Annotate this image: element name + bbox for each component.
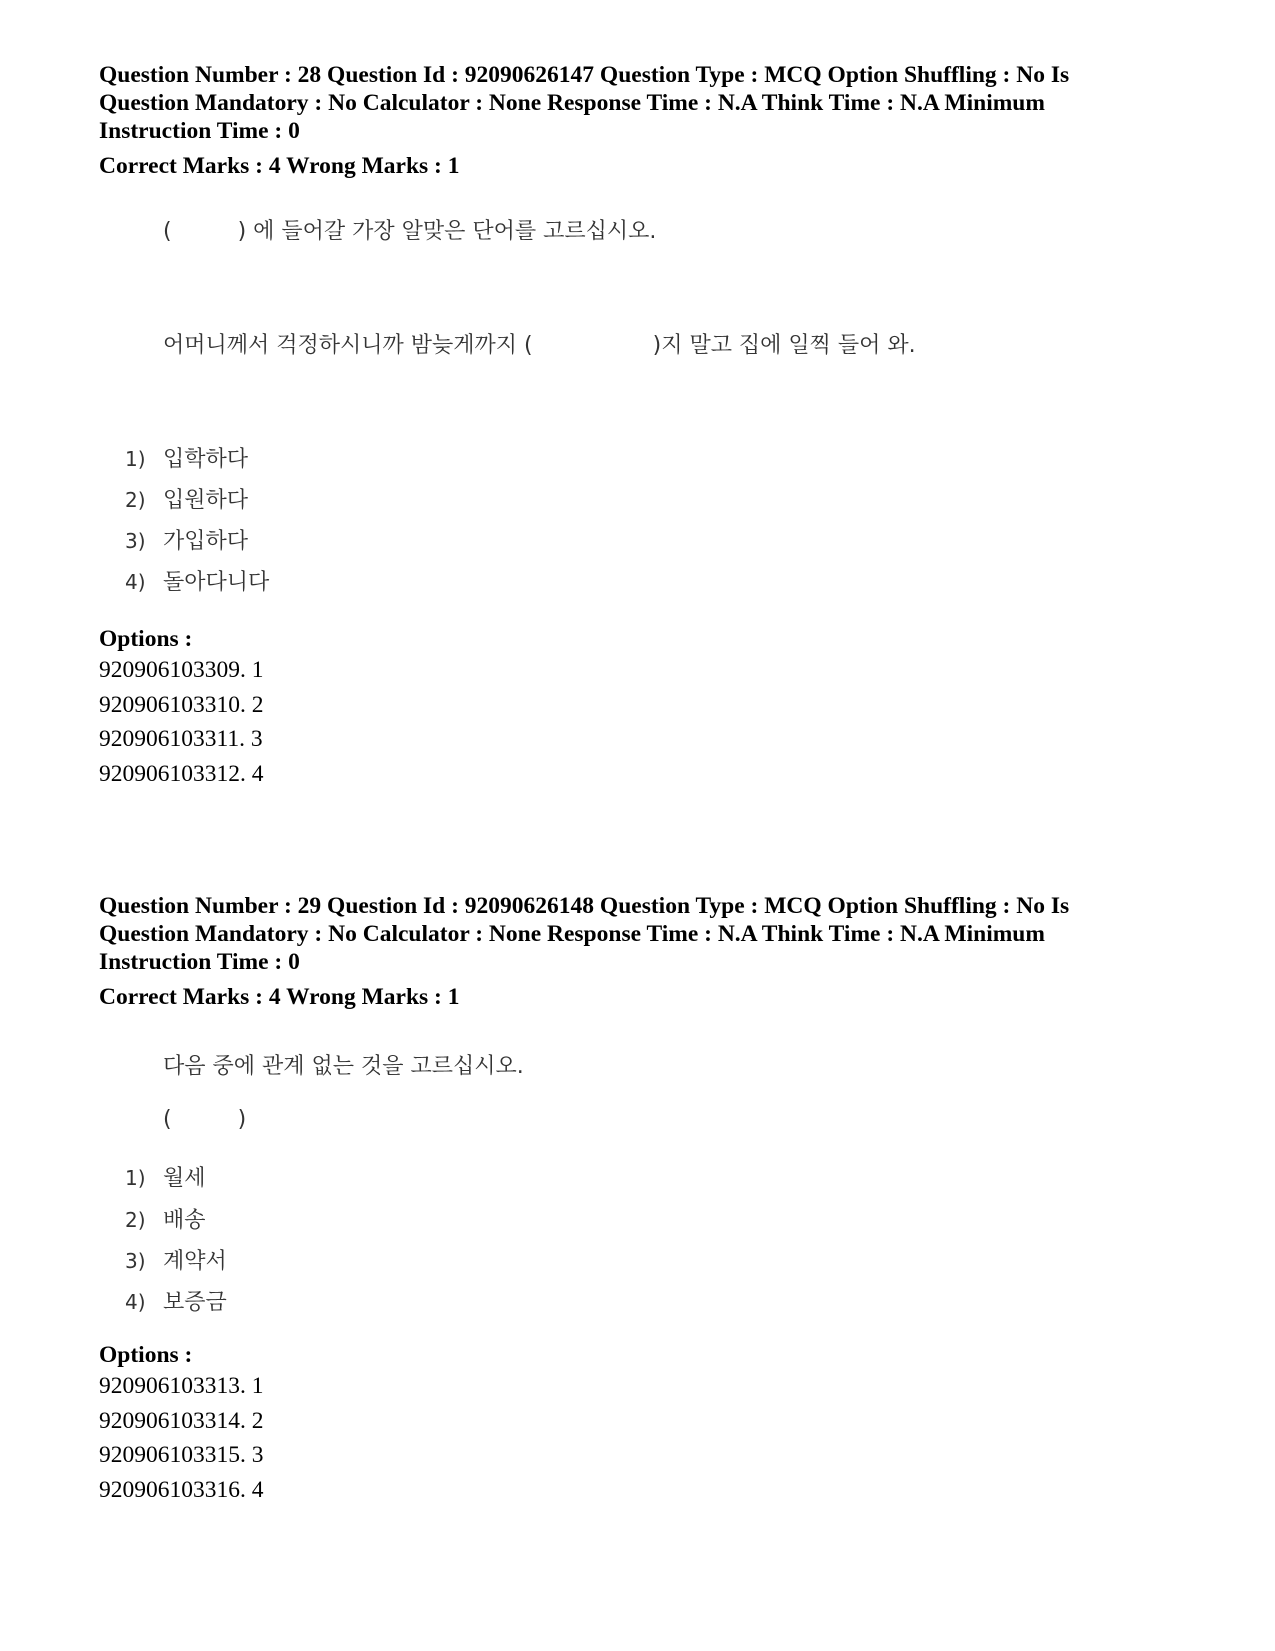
option-row: 920906103314. 2 — [99, 1407, 264, 1434]
blank-open-paren: ( — [163, 1107, 172, 1132]
choice-item: 3) 가입하다 — [125, 529, 249, 554]
meta-line-3: Instruction Time : 0 — [99, 118, 300, 144]
blank-open-paren: ( — [163, 219, 172, 244]
choice-text: 입원하다 — [163, 488, 249, 513]
option-row: 920906103312. 4 — [99, 760, 264, 787]
question-meta — [99, 892, 1189, 976]
choice-text: 보증금 — [163, 1290, 227, 1315]
question-29 — [99, 892, 1189, 1507]
question-marks: Correct Marks : 4 Wrong Marks : 1 — [99, 984, 460, 1010]
choice-item: 4) 보증금 — [125, 1290, 227, 1315]
option-row: 920906103316. 4 — [99, 1476, 264, 1503]
instruction-text: ) 에 들어갈 가장 알맞은 단어를 고르십시오. — [237, 219, 657, 244]
options-label: Options : — [99, 626, 193, 652]
choice-item: 2) 배송 — [125, 1208, 206, 1233]
choice-text: 계약서 — [163, 1249, 227, 1274]
instruction-line — [163, 214, 656, 245]
choice-text: 돌아다니다 — [163, 570, 270, 595]
blank-paren-line — [163, 1107, 246, 1132]
sentence-start: 어머니께서 걱정하시니까 밤늦게까지 ( — [163, 333, 533, 358]
meta-line-1: Question Number : 28 Question Id : 92090626147 Question Type : MCQ Option Shuffling : No Is — [99, 62, 1070, 88]
question-28 — [99, 61, 1189, 791]
choice-item: 3) 계약서 — [125, 1249, 227, 1274]
option-row: 920906103313. 1 — [99, 1373, 264, 1399]
question-body-image — [125, 1011, 1125, 1341]
instruction-text: 다음 중에 관계 없는 것을 고르십시오. — [163, 1054, 524, 1079]
option-row: 920906103315. 3 — [99, 1442, 264, 1468]
choice-item: 4) 돌아다니다 — [125, 570, 270, 595]
choice-item: 1) 월세 — [125, 1166, 206, 1191]
meta-line-2: Question Mandatory : No Calculator : None Response Time : N.A Think Time : N.A Minimum — [99, 90, 1045, 116]
choice-text: 월세 — [163, 1166, 206, 1191]
question-meta — [99, 61, 1189, 145]
blank-close-paren: ) — [237, 1107, 247, 1132]
meta-line-2: Question Mandatory : No Calculator : None Response Time : N.A Think Time : N.A Minimum — [99, 921, 1045, 947]
choice-item: 1) 입학하다 — [125, 447, 249, 472]
choice-text: 가입하다 — [163, 529, 249, 554]
choice-item: 2) 입원하다 — [125, 488, 249, 513]
question-body-image — [125, 180, 1125, 625]
question-marks: Correct Marks : 4 Wrong Marks : 1 — [99, 153, 460, 179]
instruction-line — [163, 1049, 524, 1080]
sentence-end: )지 말고 집에 일찍 들어 와. — [652, 333, 916, 358]
options-label: Options : — [99, 1342, 193, 1368]
option-row: 920906103309. 1 — [99, 657, 264, 683]
option-row: 920906103311. 3 — [99, 726, 263, 752]
meta-line-3: Instruction Time : 0 — [99, 949, 300, 975]
option-row: 920906103310. 2 — [99, 691, 264, 718]
choice-text: 입학하다 — [163, 447, 249, 472]
meta-line-1: Question Number : 29 Question Id : 92090626148 Question Type : MCQ Option Shuffling : No Is — [99, 893, 1070, 919]
sentence-line — [163, 328, 916, 359]
choice-text: 배송 — [163, 1208, 206, 1233]
